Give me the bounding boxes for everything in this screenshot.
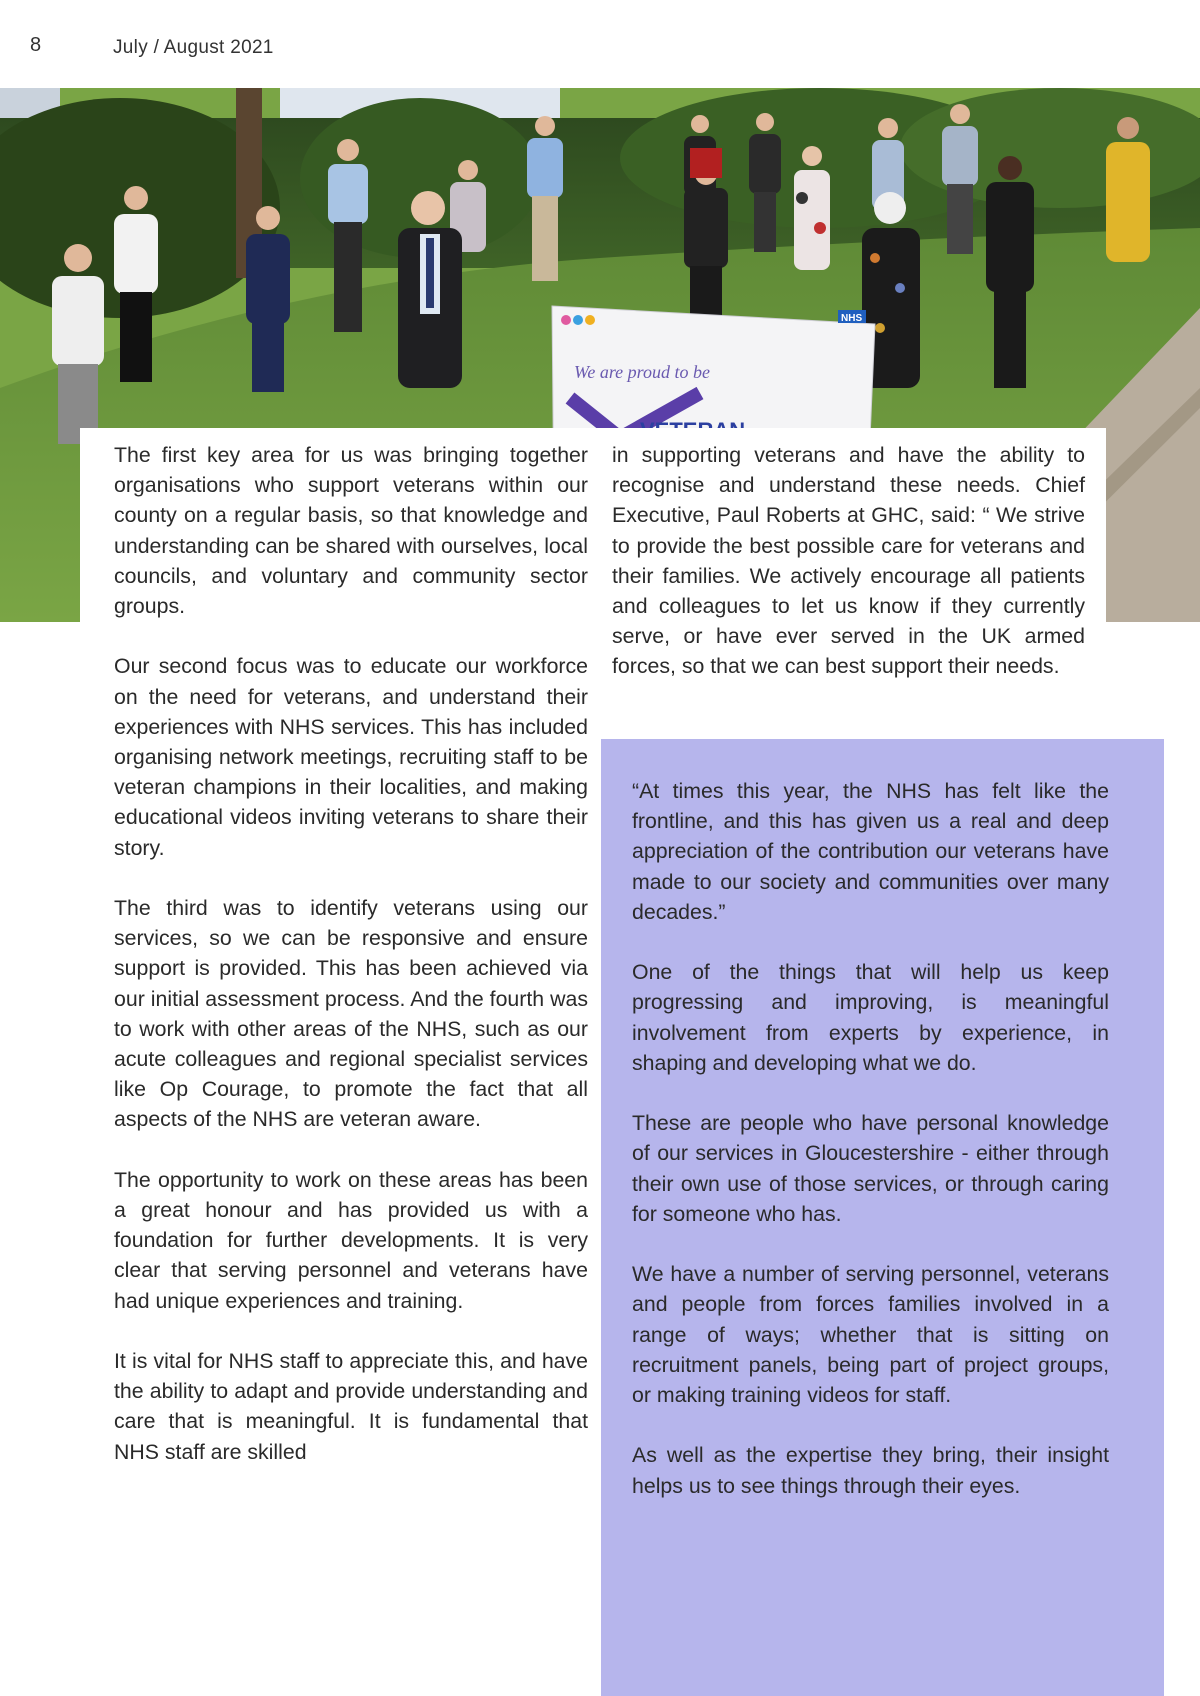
paragraph: One of the things that will help us keep progressing and improving, is meaningful involvement from experts by experience, in shaping and developing what we do. [632,960,1109,1075]
paragraph: The opportunity to work on these areas has been a great honour and has provided us with a foundation for further developments. It is very clear that serving personnel and veterans have had unique experiences and training. [114,1167,588,1313]
paragraph: We have a number of serving personnel, veterans and people from forces families involved in a range of ways; whether that is sitting on recruitment panels, being part of project groups, or making training videos for staff. [632,1262,1109,1408]
right-column-top [612,440,1085,682]
issue-date: July / August 2021 [113,37,274,58]
highlight-box-text [632,776,1109,1501]
quote-paragraph: “At times this year, the NHS has felt like the frontline, and this has given us a real and deep appreciation of the contribution our veterans have made to our society and communities over many decades.” [632,779,1109,924]
paragraph: The third was to identify veterans using our services, so we can be responsive and ensure support is provided. This has been achieved via our initial assessment process. And the fourth was to work with other areas of the NHS, such as our acute colleagues and regional specialist services like Op Courage, to promote the fact that all aspects of the NHS are veteran aware. [114,896,588,1132]
svg-text:NHS: NHS [841,313,863,324]
paragraph: in supporting veterans and have the ability to recognise and understand these needs. Chief Executive, Paul Roberts at GHC, said: “ We strive to provide the best possible care for veterans and their families. We actively encourage all patients and colleagues to let us know if they currently serve, or have ever served in the UK armed forces, so that we can best support their needs. [612,443,1085,679]
paragraph: These are people who have personal knowledge of our services in Gloucestershire - either through their own use of those services, or through caring for someone who has. [632,1111,1109,1226]
paragraph: It is vital for NHS staff to appreciate this, and have the ability to adapt and provide understanding and care that is meaningful. It is fundamental that NHS staff are skilled [114,1349,588,1464]
paragraph: The first key area for us was bringing together organisations who support veterans within our county on a regular basis, so that knowledge and understanding can be shared with ourselves, local councils, and voluntary and community sector groups. [114,443,588,619]
page-number: 8 [30,34,42,56]
left-column [114,440,588,1467]
paragraph: Our second focus was to educate our workforce on the need for veterans, and understand their experiences with NHS services. This has included organising network meetings, recruiting staff to be veteran champions in their localities, and making educational videos inviting veterans to share their story. [114,654,588,860]
paragraph: As well as the expertise they bring, their insight helps us to see things through their eyes. [632,1443,1109,1498]
svg-text:We are proud to be: We are proud to be [574,362,710,382]
